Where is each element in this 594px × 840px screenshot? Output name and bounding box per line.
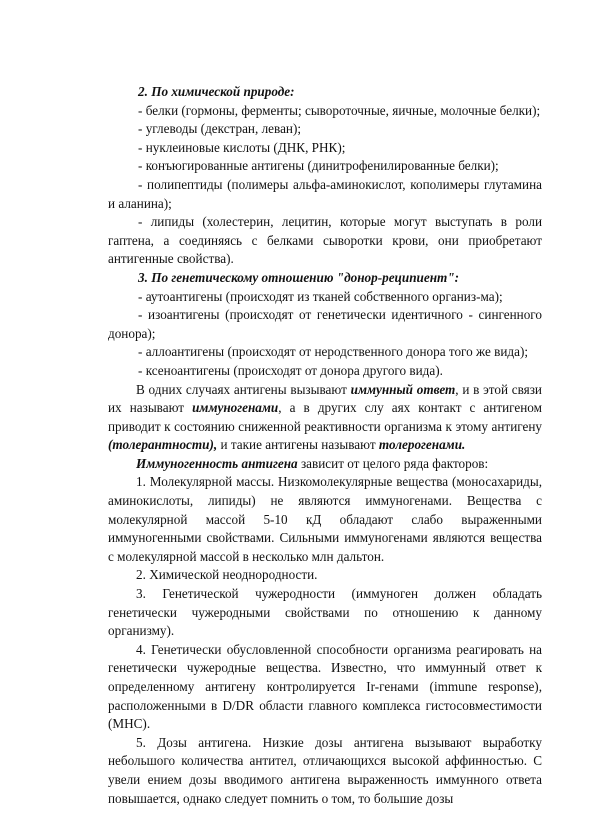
factor-item: 5. Дозы антигена. Низкие дозы антигена вызывают выработку небольшого количества антител, отличающихся высокой аффинностью. С увели ением дозы вводимого антигена выраженность иммунного ответа повышается, однако следует помнить о том, то большие дозы: [108, 734, 542, 806]
paragraph-immunogens: [108, 381, 542, 455]
list-item: - белки (гормоны, ферменты; сывороточные, яичные, молочные белки);: [138, 102, 541, 118]
list-item: - конъюгированные антигены (динитрофенилированные белки);: [138, 158, 499, 174]
heading-genetic-relation: 3. По генетическому отношению "донор-реципиент":: [138, 269, 460, 285]
list-item: - нуклеиновые кислоты (ДНК, РНК);: [138, 139, 346, 155]
term-immune-response: иммунный ответ: [350, 381, 456, 397]
list-item: - полипептиды (полимеры альфа-аминокислот, кополимеры глутамина и аланина);: [108, 176, 542, 211]
text-run: В одних случаях антигены вызывают: [136, 381, 351, 397]
list-item: - изоантигены (происходят от генетически идентичного - сингенного донора);: [108, 307, 542, 341]
list-item: - аутоантигены (происходят из тканей собственного организ-ма);: [138, 288, 503, 304]
factor-item: 2. Химической неоднородности.: [136, 567, 318, 583]
list-item: - ксеноантигены (происходят от донора другого вида).: [138, 362, 443, 378]
factor-item: 4. Генетически обусловленной способности организма реагировать на генетически чужеродные вещества. Известно, что иммунный ответ к определенному антигену контролируется Ir-генами (immune response), расположенными в D/DR области главного комплекса гистосовместимости (МНС).: [108, 641, 542, 732]
list-item: - углеводы (декстран, леван);: [138, 121, 302, 137]
list-item: - аллоантигены (происходят от неродственного донора того же вида);: [138, 344, 529, 360]
list-item: - липиды (холестерин, лецитин, которые могут выступать в роли гаптена, а соединяясь с белками сыворотки крови, они приобретают антигенные свойства).: [108, 214, 542, 267]
paragraph-immunogenicity: [108, 455, 542, 474]
term-immunogenicity: Иммуногенность антигена: [136, 455, 298, 471]
factor-item: 1. Молекулярной массы. Низкомолекулярные вещества (моносахариды, аминокислоты, липиды) не являются иммуногенами. Вещества с молекулярной массой 5-10 кД обладают слабо выраженными иммуногенными свойствами. Сильными иммуногенами являются вещества с молекулярной массой в несколько млн дальтон.: [108, 474, 542, 564]
term-immunogens: иммуногенами: [192, 400, 279, 416]
text-run: зависит от целого ряда факторов:: [297, 455, 489, 471]
term-tolerance: (толерантности),: [108, 437, 218, 453]
text-run: , и в этой связи их называют: [108, 381, 542, 416]
document-page: [108, 83, 542, 808]
term-tolerogens: толерогенами.: [378, 437, 466, 453]
heading-chemical-nature: 2. По химической природе:: [138, 84, 295, 99]
text-run: и такие антигены называют: [217, 437, 379, 453]
factor-item: 3. Генетической чужеродности (иммуноген должен обладать генетически чужеродными свойствами по отношению к данному организму).: [108, 586, 542, 639]
text-run: , а в других слу аях контакт с антигеном приводит к состоянию сниженной реактивности организма к этому антигену: [108, 400, 542, 434]
